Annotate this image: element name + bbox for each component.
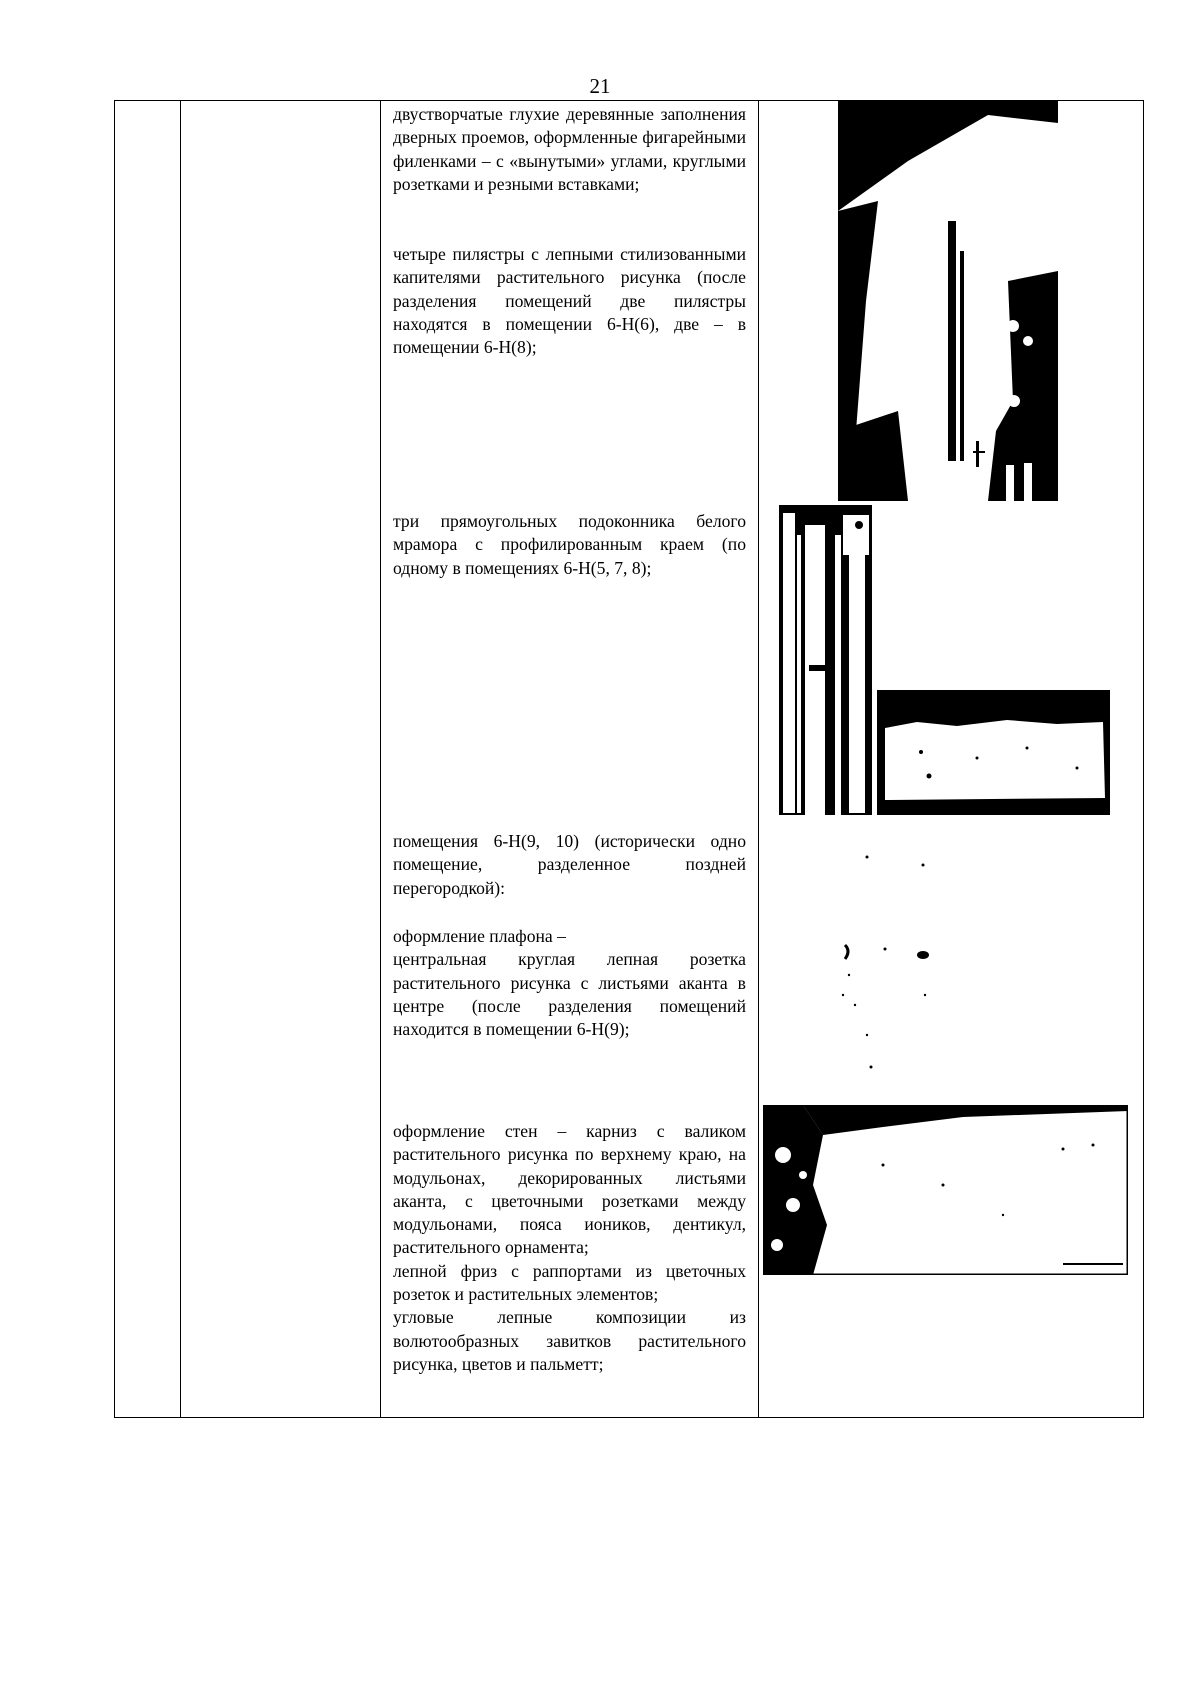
cornice-photo <box>763 1105 1128 1275</box>
entry-paragraph: угловые лепные композиции из волютообразных завитков растительного рисунка, цветов и пальметт; <box>393 1307 746 1374</box>
entry-walls <box>393 1120 746 1376</box>
entry-door-fillings <box>393 103 746 196</box>
entry-paragraph: четыре пилястры с лепными стилизованными капителями растительного рисунка (после разделения помещений две пилястры находятся в помещении 6-Н(6), две – в помещении 6-Н(8); <box>393 244 746 358</box>
entry-paragraph: помещения 6-Н(9, 10) (исторически одно помещение, разделенное поздней перегородкой): <box>393 831 746 898</box>
page-number: 21 <box>589 74 611 98</box>
pilaster-capital-photo <box>838 101 1058 501</box>
windowsill-front-photo <box>877 690 1110 815</box>
entry-paragraph: оформление плафона – <box>393 926 566 946</box>
entry-paragraph: три прямоугольных подоконника белого мрамора с профилированным краем (по одному в помещениях 6-Н(5, 7, 8); <box>393 511 746 578</box>
column-divider <box>180 101 181 1417</box>
entry-paragraph: центральная круглая лепная розетка растительного рисунка с листьями аканта в центре (после разделения помещений находится в помещении 6-Н(9); <box>393 949 746 1040</box>
entry-pilasters <box>393 243 746 359</box>
windowsill-side-photo <box>779 505 872 815</box>
entry-rooms-9-10 <box>393 830 746 900</box>
entry-paragraph: лепной фриз с раппортами из цветочных розеток и растительных элементов; <box>393 1260 746 1305</box>
entry-windowsills <box>393 510 746 580</box>
ceiling-rosette-photo <box>815 845 950 1075</box>
entry-ceiling <box>393 925 746 1041</box>
entry-paragraph: двустворчатые глухие деревянные заполнения дверных проемов, оформленные фигарейными филенками – с «вынутыми» углами, круглыми розетками и резными вставками; <box>393 104 746 194</box>
column-divider <box>758 101 759 1417</box>
column-divider <box>380 101 381 1417</box>
entry-paragraph: оформление стен – карниз с валиком растительного рисунка по верхнему краю, на модульонах, декорированных листьями аканта, с цветочными розетками между модульонами, пояса иоников, дентикул, растительного орнамента; <box>393 1121 746 1258</box>
